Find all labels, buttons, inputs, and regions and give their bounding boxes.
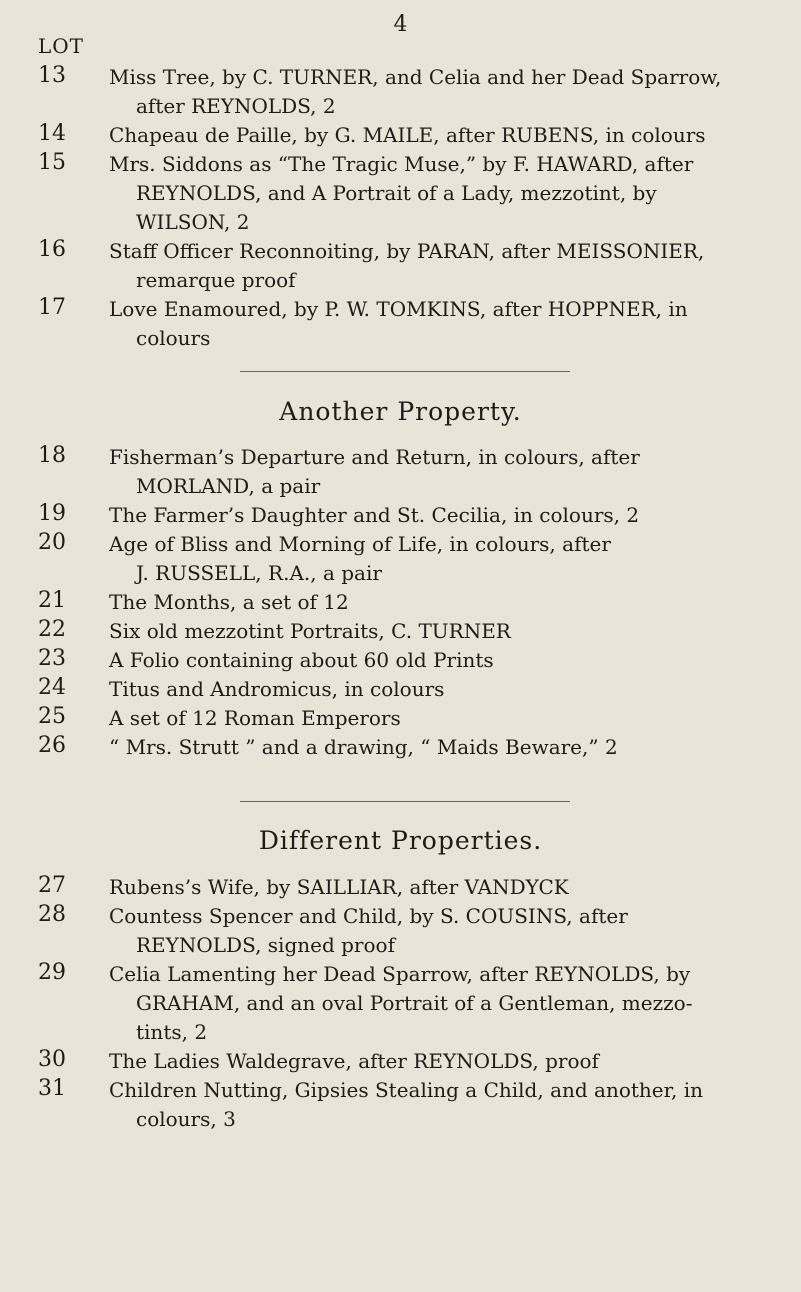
lot-description: Six old mezzotint Portraits, C. TURNER	[109, 619, 511, 643]
lot-number: 19	[38, 501, 66, 526]
lot-description: A Folio containing about 60 old Prints	[109, 648, 494, 672]
lot-number: 22	[38, 617, 66, 642]
lot-description: Rubens’s Wife, by SAILLIAR, after VANDYCK	[109, 875, 569, 899]
lot-description: The Farmer’s Daughter and St. Cecilia, in colours, 2	[109, 503, 640, 527]
lot-number: 13	[38, 63, 66, 88]
lot-number: 31	[38, 1076, 66, 1101]
page-number: 4	[393, 12, 408, 37]
lot-number: 29	[38, 960, 66, 985]
lot-description: Chapeau de Paille, by G. MAILE, after RUBENS, in colours	[109, 123, 706, 147]
lot-description: “ Mrs. Strutt ” and a drawing, “ Maids Beware,” 2	[109, 735, 618, 759]
lot-description: The Months, a set of 12	[109, 590, 349, 614]
lot-description: Mrs. Siddons as “The Tragic Muse,” by F. HAWARD, after REYNOLDS, and A Portrait of a Lady, mezzotint, by WILSON, 2	[109, 152, 694, 234]
lot-number: 20	[38, 530, 66, 555]
lot-description: Age of Bliss and Morning of Life, in colours, after J. RUSSELL, R.A., a pair	[109, 532, 611, 585]
section-heading: Another Property.	[279, 397, 522, 426]
lot-description: Love Enamoured, by P. W. TOMKINS, after HOPPNER, in colours	[109, 297, 688, 350]
lot-description: Celia Lamenting her Dead Sparrow, after REYNOLDS, by GRAHAM, and an oval Portrait of a Gentleman, mezzo- tints, 2	[109, 962, 693, 1044]
lot-number: 14	[38, 121, 66, 146]
lot-description: Countess Spencer and Child, by S. COUSINS, after REYNOLDS, signed proof	[109, 904, 628, 957]
lot-description: A set of 12 Roman Emperors	[109, 706, 401, 730]
lot-number: 23	[38, 646, 66, 671]
lot-description: Staff Officer Reconnoiting, by PARAN, after MEISSONIER, remarque proof	[109, 239, 705, 292]
section-heading: Different Properties.	[258, 826, 543, 855]
lot-column-header: LOT	[38, 34, 85, 58]
lot-number: 26	[38, 733, 66, 758]
section-divider	[240, 371, 570, 372]
section-divider	[240, 801, 570, 802]
lot-number: 17	[38, 295, 66, 320]
lot-description: Children Nutting, Gipsies Stealing a Child, and another, in colours, 3	[109, 1078, 703, 1131]
lot-number: 18	[38, 443, 66, 468]
lot-description: Titus and Andromicus, in colours	[109, 677, 445, 701]
lot-number: 24	[38, 675, 66, 700]
lot-number: 21	[38, 588, 66, 613]
lot-number: 27	[38, 873, 66, 898]
lot-description: The Ladies Waldegrave, after REYNOLDS, proof	[109, 1049, 599, 1073]
lot-number: 28	[38, 902, 66, 927]
lot-number: 30	[38, 1047, 66, 1072]
lot-number: 15	[38, 150, 66, 175]
lot-description: Fisherman’s Departure and Return, in colours, after MORLAND, a pair	[109, 445, 640, 498]
lot-description: Miss Tree, by C. TURNER, and Celia and her Dead Sparrow, after REYNOLDS, 2	[109, 65, 722, 118]
lot-number: 25	[38, 704, 66, 729]
lot-number: 16	[38, 237, 66, 262]
